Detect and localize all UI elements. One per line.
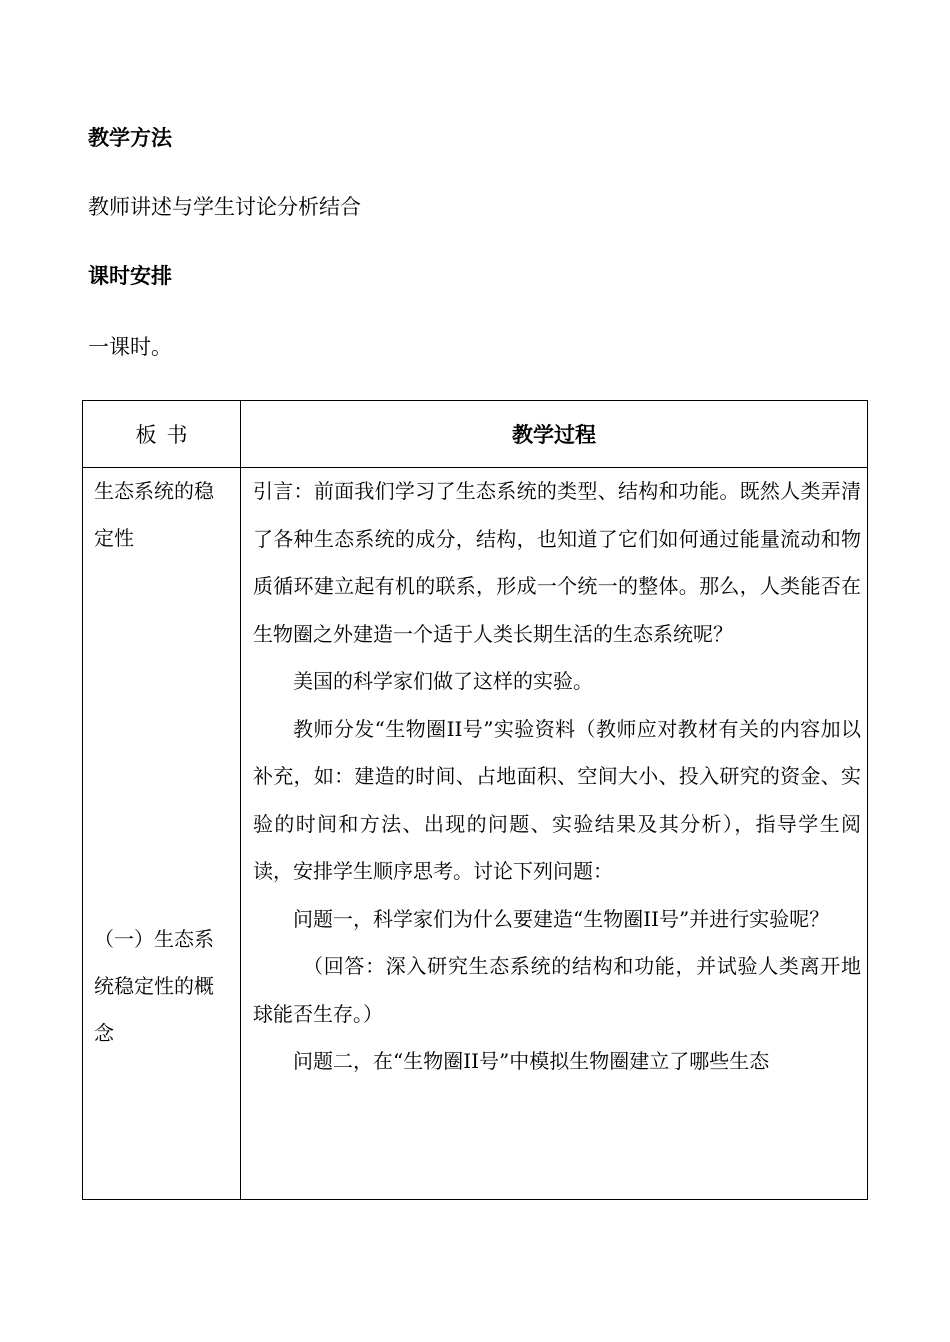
board-item-topic: 生态系统的稳定性 xyxy=(94,479,214,550)
class-schedule-heading: 课时安排 xyxy=(88,264,172,288)
process-column-header: 教学过程 xyxy=(512,423,596,447)
answer-one-paragraph: （回答：深入研究生态系统的结构和功能，并试验人类离开地球能否生存。） xyxy=(253,954,861,1026)
class-schedule-text: 一课时。 xyxy=(88,335,172,359)
table-column-divider xyxy=(240,401,241,1199)
teaching-method-text: 教师讲述与学生讨论分析结合 xyxy=(88,195,361,219)
board-item-concept: （一）生态系统稳定性的概念 xyxy=(94,927,214,1045)
materials-paragraph: 教师分发“生物圈II号”实验资料（教师应对教材有关的内容加以补充，如：建造的时间、占地面积、空间大小、投入研究的资金、实验的时间和方法、出现的问题、实验结果及其分析），指导学生阅读，安排学生顺序思考。讨论下列问题： xyxy=(253,716,861,883)
teaching-process-content xyxy=(253,468,861,1086)
lesson-table xyxy=(82,400,868,1200)
question-one-paragraph: 问题一，科学家们为什么要建造“生物圈II号”并进行实验呢？ xyxy=(293,906,830,931)
intro-paragraph: 引言：前面我们学习了生态系统的类型、结构和功能。既然人类弄清了各种生态系统的成分，结构，也知道了它们如何通过能量流动和物质循环建立起有机的联系，形成一个统一的整体。那么，人类能否在生物圈之外建造一个适于人类长期生活的生态系统呢？ xyxy=(253,479,861,646)
board-column-header: 板书 xyxy=(135,423,198,447)
experiment-paragraph: 美国的科学家们做了这样的实验。 xyxy=(293,669,593,693)
teaching-method-heading: 教学方法 xyxy=(88,126,172,150)
question-two-paragraph: 问题二，在“生物圈II号”中模拟生物圈建立了哪些生态 xyxy=(293,1049,770,1073)
